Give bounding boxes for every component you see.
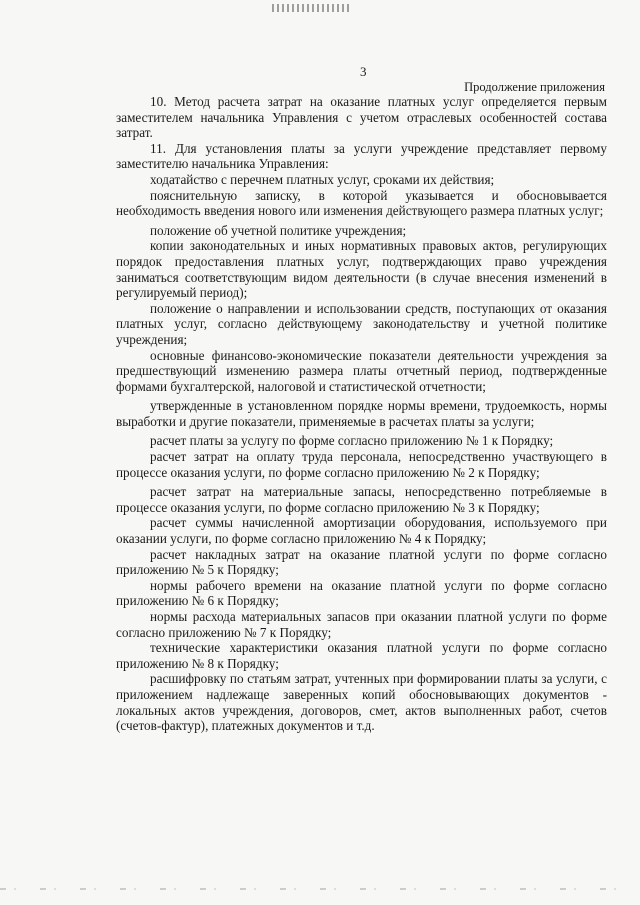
appendix-continuation-note: Продолжение приложения [464, 80, 605, 94]
document-body [116, 94, 607, 734]
list-item: положение о направлении и использовании средств, поступающих от оказания платных услуг, согласно действующему законодательству и учетной политике учреждения; [116, 300, 607, 347]
list-item: нормы рабочего времени на оказание платной услуги по форме согласно приложению № 6 к Порядку; [116, 577, 607, 609]
paragraph-10: 10. Метод расчета затрат на оказание платных услуг определяется первым заместителем начальника Управления с учетом отраслевых особенностей состава затрат. [116, 94, 607, 141]
list-item: копии законодательных и иных нормативных правовых актов, регулирующих порядок предоставления платных услуг, подтверждающих право учреждения заниматься соответствующим видом деятельности (в случае внесения изменений в регулируемый период); [116, 238, 607, 301]
list-item: основные финансово-экономические показатели деятельности учреждения за предшествующий изменению размера платы отчетный период, подтвержденные формами бухгалтерской, налоговой и статистической отчетности; [116, 347, 607, 394]
page-number: 3 [360, 64, 367, 79]
list-item: расчет затрат на оплату труда персонала, непосредственно участвующего в процессе оказания услуги, по форме согласно приложению № 2 к Порядку; [116, 449, 607, 480]
scan-artifact-bottom [0, 888, 640, 890]
list-item: пояснительную записку, в которой указывается и обосновывается необходимость введения нового или изменения действующего размера платных услуг; [116, 187, 607, 219]
list-item: технические характеристики оказания платной услуги по форме согласно приложению № 8 к Порядку; [116, 640, 607, 671]
paragraph-11: 11. Для установления платы за услуги учреждение представляет первому заместителю начальника Управления: [116, 140, 607, 172]
scan-artifact [272, 4, 352, 12]
list-item: утвержденные в установленном порядке нормы времени, трудоемкость, нормы выработки и другие показатели, применяемые в расчетах платы за услуги; [116, 398, 607, 429]
list-item: ходатайство с перечнем платных услуг, сроками их действия; [150, 171, 495, 187]
list-item: расчет платы за услугу по форме согласно приложению № 1 к Порядку; [150, 433, 554, 449]
list-item: расчет затрат на материальные запасы, непосредственно потребляемые в процессе оказания услуги, по форме согласно приложению № 3 к Порядку; [116, 484, 607, 515]
list-item: расчет суммы начисленной амортизации оборудования, используемого при оказании услуги, по форме согласно приложению № 4 к Порядку; [116, 515, 607, 547]
list-item: нормы расхода материальных запасов при оказании платной услуги по форме согласно приложению № 7 к Порядку; [116, 609, 607, 640]
list-item: положение об учетной политике учреждения; [150, 222, 407, 238]
list-item: расчет накладных затрат на оказание платной услуги по форме согласно приложению № 5 к Порядку; [116, 546, 607, 578]
list-item: расшифровку по статьям затрат, учтенных при формировании платы за услуги, с приложением надлежаще заверенных копий обосновывающих документов - локальных актов учреждения, договоров, смет, актов выполненных работ, счетов (счетов-фактур), платежных документов и т.д. [116, 671, 607, 734]
